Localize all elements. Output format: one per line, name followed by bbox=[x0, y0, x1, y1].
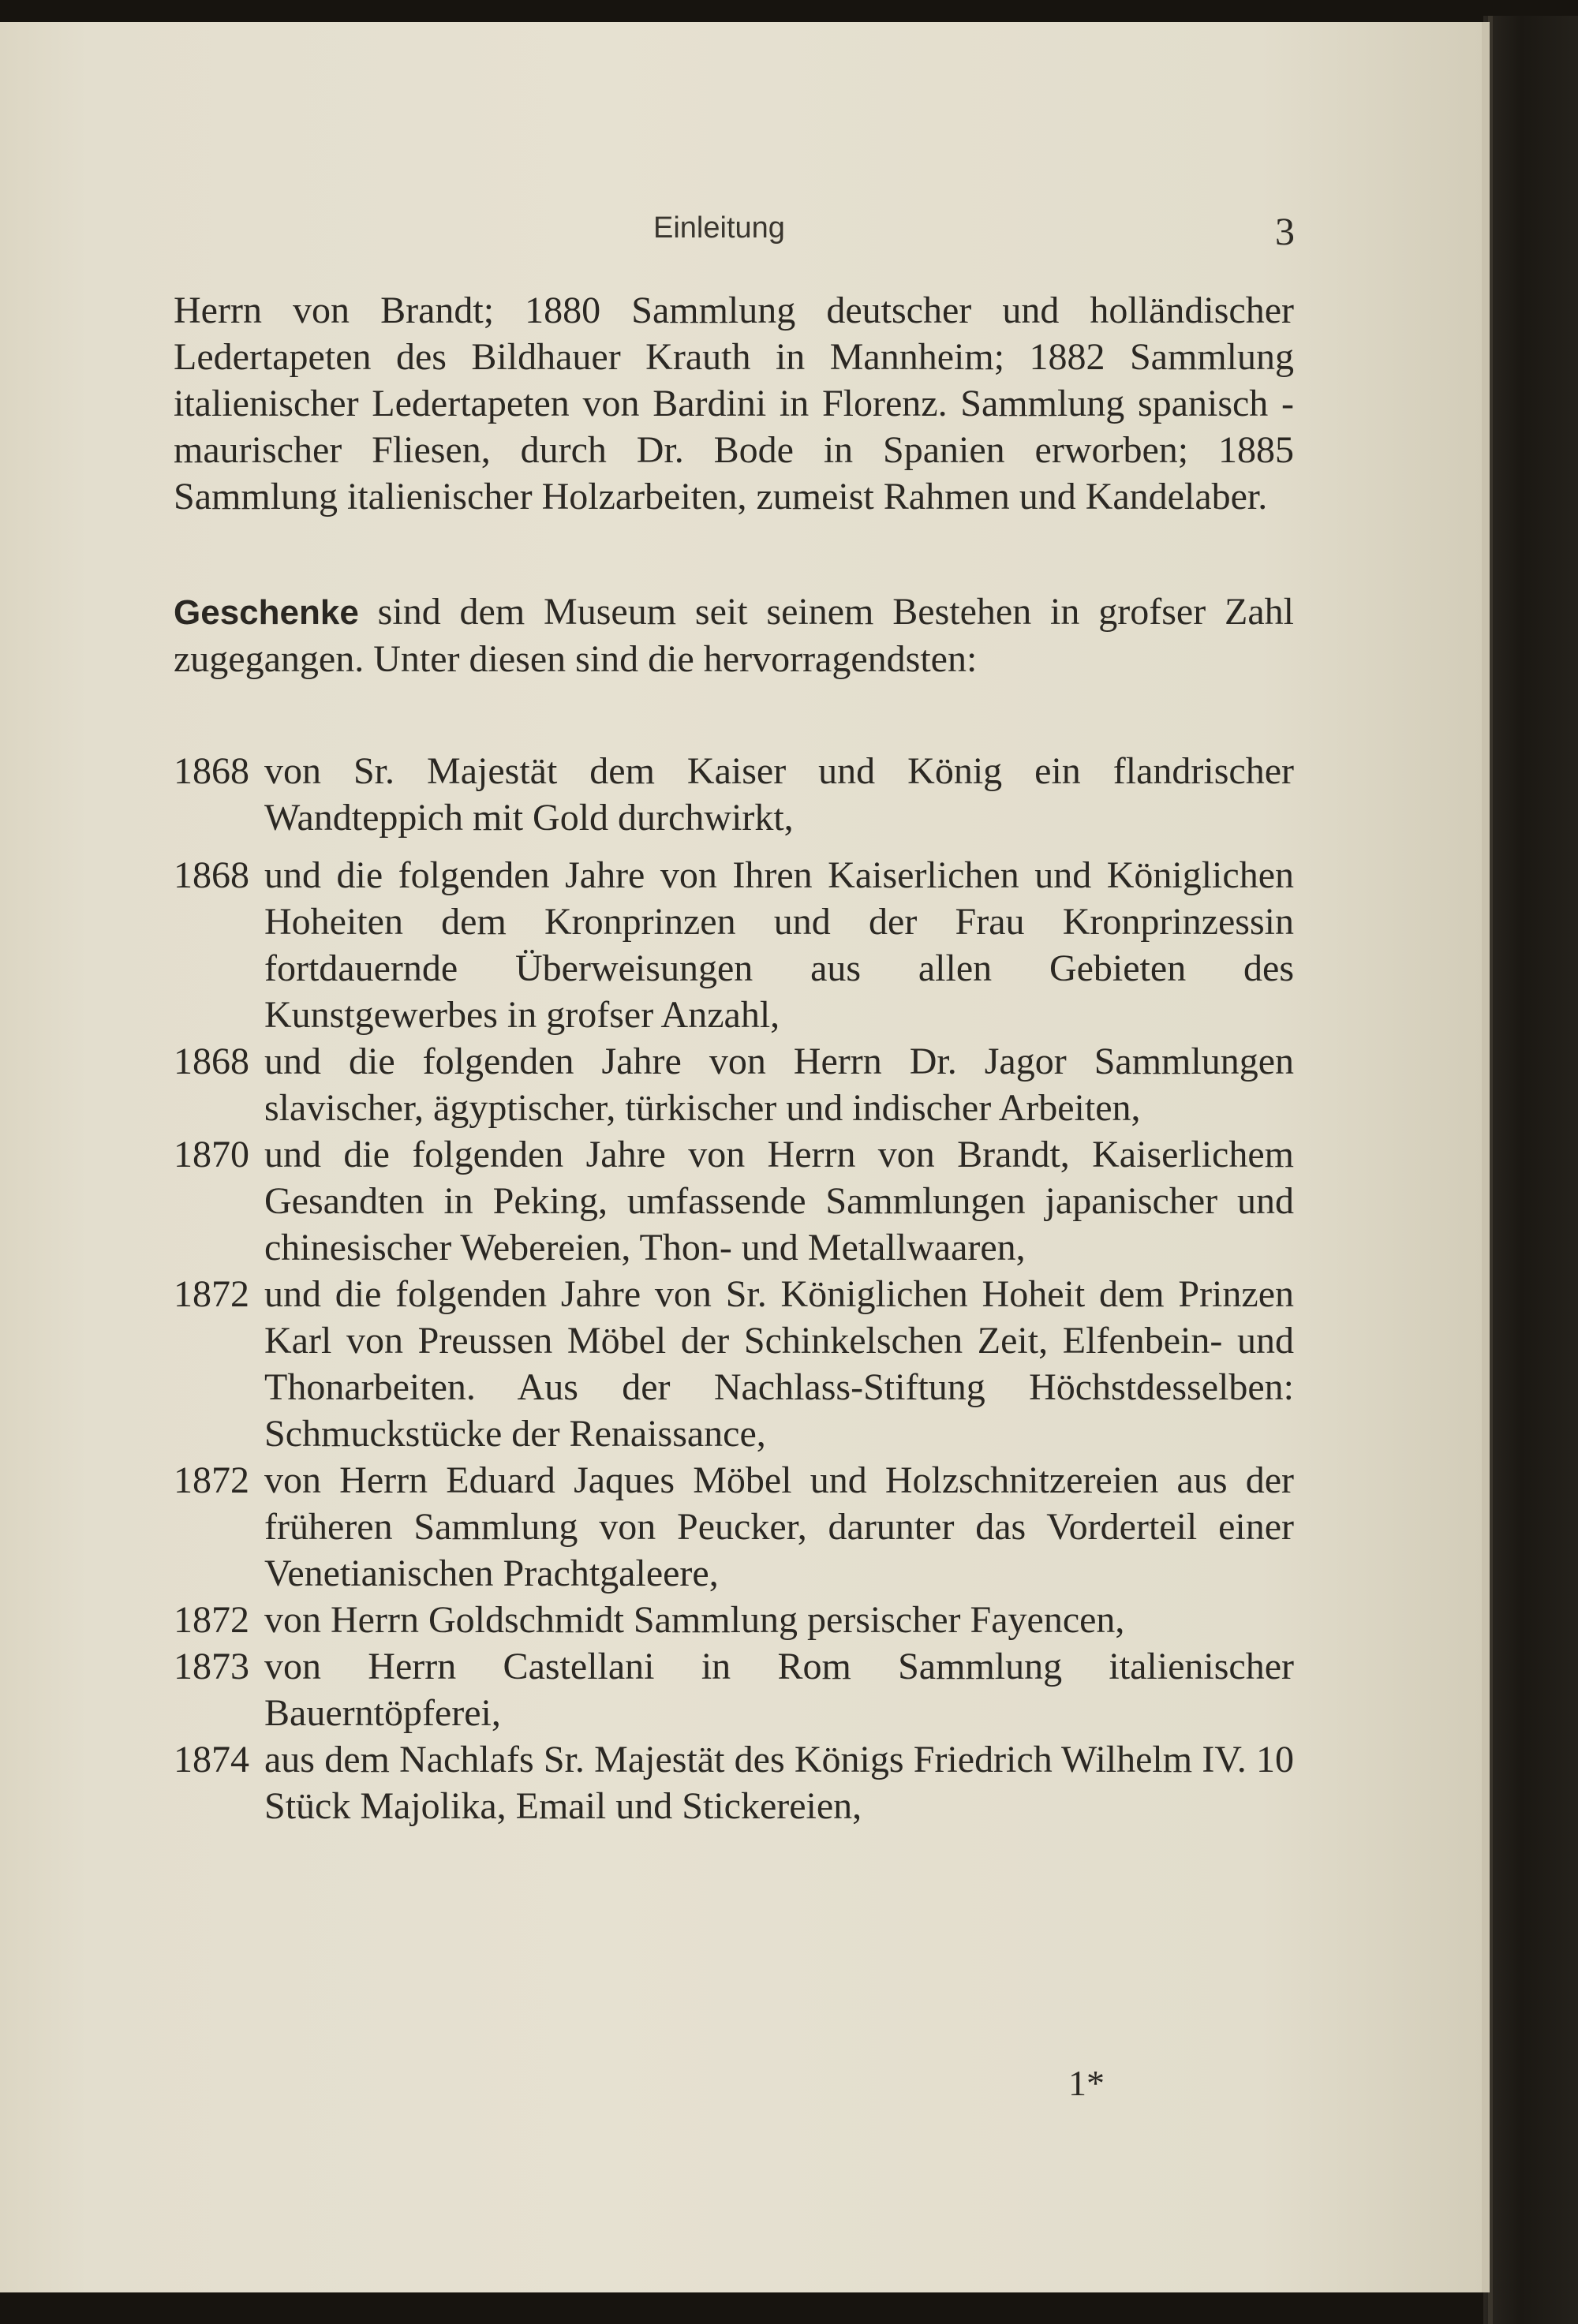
page-edge bbox=[1482, 22, 1490, 2292]
entry-year: 1874 bbox=[174, 1739, 249, 1780]
gift-entry bbox=[174, 748, 1294, 841]
entry-year: 1870 bbox=[174, 1134, 249, 1175]
entry-year: 1868 bbox=[174, 1041, 249, 1082]
paragraph-collections bbox=[174, 287, 1294, 520]
entry-year: 1872 bbox=[174, 1459, 249, 1501]
entry-text: von Herrn Eduard Jaques Möbel und Holzschnitzereien aus der früheren Sammlung von Peucker, darunter das Vorderteil einer Venetianischen Prachtgaleere, bbox=[264, 1459, 1294, 1594]
gift-entries-list bbox=[174, 748, 1294, 1829]
gift-entry bbox=[174, 1643, 1294, 1736]
gift-entry bbox=[174, 852, 1294, 1038]
entry-year: 1868 bbox=[174, 854, 249, 896]
entry-year: 1872 bbox=[174, 1273, 249, 1315]
signature-mark: 1* bbox=[1068, 2063, 1105, 2103]
entry-text: und die folgenden Jahre von Herrn von Brandt, Kaiserlichem Gesandten in Peking, umfassende Sammlungen japanischer und chinesischer Webereien, Thon- und Metallwaaren, bbox=[264, 1134, 1294, 1268]
running-header: Einleitung bbox=[653, 211, 785, 245]
paragraph-gifts-text bbox=[174, 588, 1294, 682]
page-number: 3 bbox=[1275, 209, 1295, 253]
entry-text: von Herrn Castellani in Rom Sammlung italienischer Bauerntöpferei, bbox=[264, 1646, 1294, 1734]
gift-entry bbox=[174, 1736, 1294, 1829]
entry-text: von Sr. Majestät dem Kaiser und König ein flandrischer Wandteppich mit Gold durchwirkt, bbox=[264, 750, 1294, 839]
entry-text: und die folgenden Jahre von Sr. Königlichen Hoheit dem Prinzen Karl von Preussen Möbel der Schinkelschen Zeit, Elfenbein- und Thonarbeiten. Aus der Nachlass-Stiftung Höchstdesselben: Schmuckstücke der Renaissance, bbox=[264, 1273, 1294, 1455]
entry-text: von Herrn Goldschmidt Sammlung persischer Fayencen, bbox=[264, 1599, 1125, 1641]
entry-year: 1868 bbox=[174, 750, 249, 792]
gift-entry bbox=[174, 1597, 1294, 1643]
book-cover-edge bbox=[1483, 16, 1578, 2324]
paragraph-text: Herrn von Brandt; 1880 Sammlung deutscher und holländischer Ledertapeten des Bildhauer Krauth in Mannheim; 1882 Sammlung italienischer Ledertapeten von Bardini in Florenz. Sammlung spanisch - maurischer Fliesen, durch Dr. Bode in Spanien erworben; 1885 Sammlung italienischer Holzarbeiten, zumeist Rahmen und Kandelaber. bbox=[174, 290, 1294, 517]
entry-year: 1872 bbox=[174, 1599, 249, 1641]
book-page bbox=[0, 22, 1482, 2292]
gift-entry bbox=[174, 1457, 1294, 1597]
section-lead-word: Geschenke bbox=[174, 593, 359, 632]
gift-entry bbox=[174, 1131, 1294, 1271]
entry-year: 1873 bbox=[174, 1646, 249, 1687]
paragraph-gifts-rest: sind dem Museum seit seinem Bestehen in grofser Zahl zugegangen. Unter diesen sind die hervorragendsten: bbox=[174, 591, 1294, 680]
paragraph-gifts bbox=[174, 588, 1294, 682]
gift-entry bbox=[174, 1038, 1294, 1131]
entry-text: und die folgenden Jahre von Herrn Dr. Jagor Sammlungen slavischer, ägyptischer, türkischer und indischer Arbeiten, bbox=[264, 1041, 1294, 1129]
entry-text: aus dem Nachlafs Sr. Majestät des Königs Friedrich Wilhelm IV. 10 Stück Majolika, Email und Stickereien, bbox=[264, 1739, 1294, 1827]
entry-text: und die folgenden Jahre von Ihren Kaiserlichen und Königlichen Hoheiten dem Kronprinzen und der Frau Kronprinzessin fortdauernde Überweisungen aus allen Gebieten des Kunstgewerbes in grofser Anzahl, bbox=[264, 854, 1294, 1036]
gift-entry bbox=[174, 1271, 1294, 1457]
